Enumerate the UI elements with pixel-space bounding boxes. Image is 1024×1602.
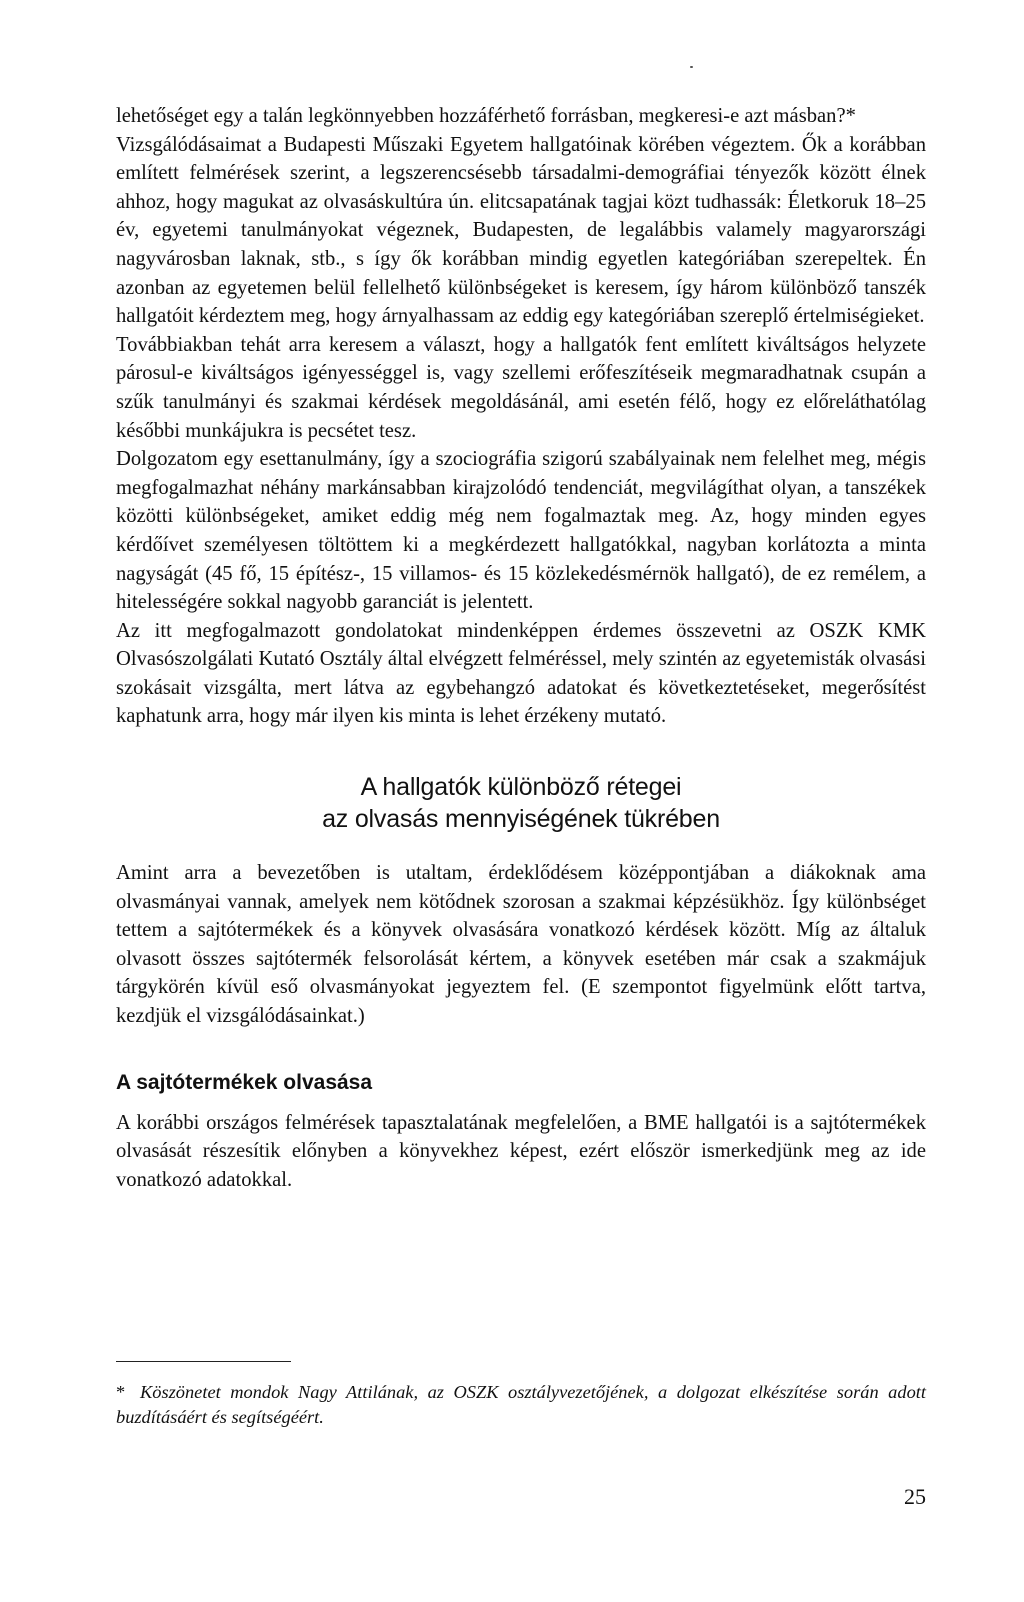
paragraph-case-study: Dolgozatom egy esettanulmány, így a szociográfia szigorú szabályainak nem felelhet meg, mégis megfogalmazhat néhány markánsabban kirajzolódó tendenciát, megvilágíthat olyan, a tanszékek közötti különbségeket, amiket eddig még nem fogalmaztak meg. Az, hogy minden egyes kérdőívet személyesen töltöttem ki a megkérdezett hallgatókkal, nagyban korlátozta a minta nagyságát (45 fő, 15 építész-, 15 villamos- és 15 közlekedésmérnök hallgató), de ez remélem, a hitelességére sokkal nagyobb garanciát is jelentett. bbox=[116, 448, 926, 614]
footnote-divider bbox=[116, 1361, 291, 1362]
scan-speck bbox=[690, 66, 693, 68]
paragraph-research-scope: Vizsgálódásaimat a Budapesti Műszaki Egyetem hallgatóinak körében végeztem. Ők a korábban említett felmérések szerint, a legszerencsésebb társadalmi-demográfiai tényezők között élnek ahhoz, hogy magukat az olvasáskultúra ún. elitcsapatának tagjai közt tudhassák: Életkoruk 18–25 év, egyetemi tanulmányokat végeznek, Budapesten, de legalábbis valamely magyarországi nagyvárosban laknak, stb., s így ők korábban mindig egyetlen kategóriában szerepeltek. Én azonban az egyetemen belül fellelhető különbségeket is keresem, így három különböző tanszék hallgatóit kérdeztem meg, hogy árnyalhassam az eddig egy kategóriában szereplő értelmiségieket. bbox=[116, 133, 926, 328]
paragraph-comparison: Az itt megfogalmazott gondolatokat mindenképpen érdemes összevetni az OSZK KMK Olvasószolgálati Kutató Osztály által elvégzett felméréssel, mely szintén az egyetemisták olvasási szokásait vizsgálta, mert látva az egybehangzó adatokat és következtetéseket, megerősítést kaphatunk arra, hogy már ilyen kis minta is lehet érzékeny mutató. bbox=[116, 619, 926, 728]
subsection-title: A sajtótermékek olvasása bbox=[116, 1070, 373, 1094]
footnote-mark: * bbox=[116, 1382, 126, 1402]
footnote-text: Köszönetet mondok Nagy Attilának, az OSZK osztályvezetőjének, a dolgozat elkészítése során adott buzdításáért és segítségéért. bbox=[116, 1382, 926, 1427]
page-body bbox=[116, 102, 926, 1194]
paragraph-continuation: lehetőséget egy a talán legkönnyebben hozzáférhető forrásban, megkeresi-e azt másban?* bbox=[116, 105, 856, 127]
section-title-line2: az olvasás mennyiségének tükrében bbox=[322, 805, 720, 834]
section-title bbox=[116, 771, 926, 835]
section-title-line1: A hallgatók különböző rétegei bbox=[360, 773, 682, 802]
footnote bbox=[116, 1380, 926, 1430]
paragraph-research-question: Továbbiakban tehát arra keresem a választ, hogy a hallgatók fent említett kiváltságos helyzete párosul-e kiváltságos igényességgel is, vagy szellemi erőfeszítéseik megmaradhatnak csupán a szűk tanulmányi és szakmai kérdések megoldásánál, ami esetén félő, hogy ez előreláthatólag későbbi munkájukra is pecsétet tesz. bbox=[116, 333, 926, 442]
page-number: 25 bbox=[904, 1484, 926, 1509]
paragraph-section-intro: Amint arra a bevezetőben is utaltam, érdeklődésem középpontjában a diákoknak ama olvasmányai vannak, amelyek nem kötődnek szorosan a szakmai képzésükhöz. Így különbséget tettem a sajtótermékek és a könyvek olvasására vonatkozó kérdések között. Míg az általuk olvasott összes sajtótermék felsorolását kértem, a könyvek esetében már csak a szakmájuk tárgykörén kívül eső olvasmányokat jegyeztem fel. (E szempontot figyelmünk előtt tartva, kezdjük el vizsgálódásainkat.) bbox=[116, 862, 926, 1028]
paragraph-press-reading: A korábbi országos felmérések tapasztalatának megfelelően, a BME hallgatói is a sajtótermékek olvasását részesítik előnyben a könyvekhez képest, ezért először ismerkedjünk meg az ide vonatkozó adatokkal. bbox=[116, 1111, 926, 1191]
